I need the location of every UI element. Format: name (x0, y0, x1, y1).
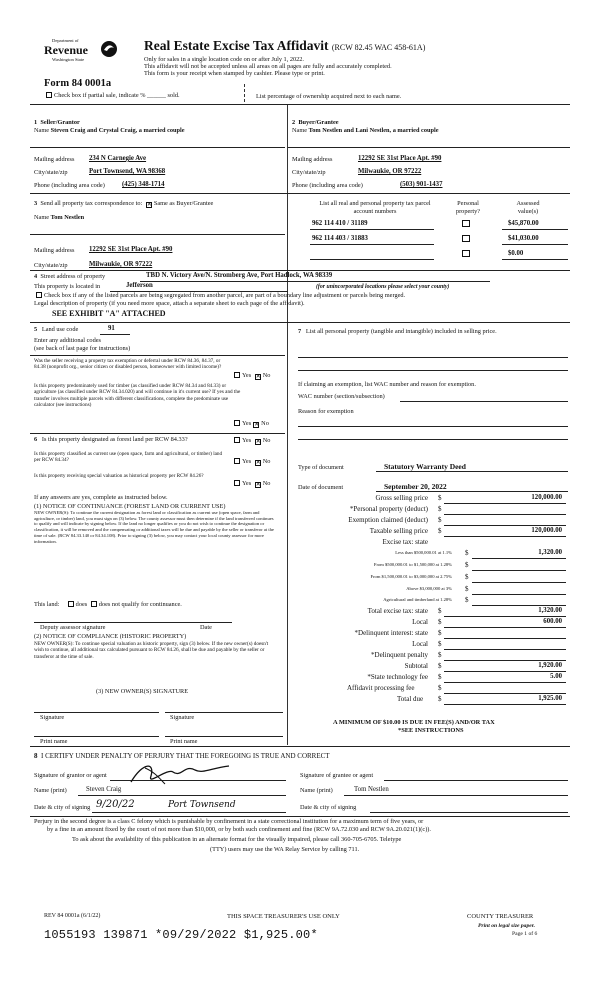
forest-yes-checkbox[interactable] (234, 437, 240, 443)
land-use-value[interactable]: 91 (108, 325, 115, 332)
calc-delinq-int-state-label: *Delinquent interest: state (354, 629, 428, 637)
tax-corr-city-value[interactable]: Milwaukie, OR 97222 (89, 261, 153, 268)
street-address-label: 4 Street address of property (34, 273, 106, 280)
historic-no-checkbox[interactable]: ✕ (255, 482, 261, 488)
dor-swirl-icon (100, 40, 118, 58)
form-number: Form 84 0001a (44, 78, 112, 89)
calc-affidavit-fee-label: Affidavit processing fee (347, 684, 415, 692)
buyer-city: City/state/zip (292, 169, 326, 176)
located-in-label: This property is located in (34, 283, 101, 290)
certify-statement: 8 I CERTIFY UNDER PENALTY OF PERJURY THAT THE FOREGOING IS TRUE AND CORRECT (34, 752, 330, 760)
tier-3-currency: $ (465, 573, 469, 581)
seller-heading: 1 Seller/Grantor (34, 119, 80, 126)
calc-delinq-int-state-currency: $ (438, 629, 442, 637)
grantee-name-value[interactable]: Tom Nestlen (354, 786, 389, 793)
tax-corr-city: City/state/zip (34, 262, 68, 269)
page-number: Page 1 of 6 (512, 931, 538, 937)
treasurer-use-only: THIS SPACE TREASURER'S USE ONLY (227, 913, 340, 920)
minimum-fee-note: A MINIMUM OF $10.00 IS DUE IN FEE(S) AND/OR TAX (333, 719, 495, 726)
land-use-label: 5 Land use code (34, 326, 79, 333)
calc-tech-fee-value[interactable]: 5.00 (550, 673, 562, 680)
owner-signature-2: Signature (170, 714, 195, 721)
list-percentage: List percentage of ownership acquired next to each name. (256, 93, 402, 100)
personal-property-label: 7 List all personal property (tangible and intangible) included in selling price. (298, 328, 497, 335)
deputy-date: Date (200, 624, 212, 631)
grantor-signature-label: Signature of grantor or agent (34, 772, 107, 779)
personal-property-checkbox-3[interactable] (462, 250, 470, 257)
tax-corr-mail-value[interactable]: 12292 SE 31st Place Apt. #90 (89, 246, 173, 253)
signed-date[interactable]: 9/20/22 (96, 799, 135, 810)
timber-yes-no: Yes ✕ No (232, 420, 269, 428)
calc-taxable-currency: $ (438, 527, 442, 535)
calc-local-label: Local (412, 618, 428, 626)
tier-4-currency: $ (465, 585, 469, 593)
doc-type-label: Type of document (298, 464, 344, 471)
owner-print-name-1: Print name (40, 738, 68, 745)
seller-mail: Mailing address (34, 156, 75, 163)
same-as-buyer-checkbox[interactable]: ✕ (146, 202, 152, 208)
wac-number-label: WAC number (section/subsection) (298, 393, 385, 400)
perjury-line-1: Perjury in the second degree is a class C felony which is punishable by confinement in a state correctional institution for a maximum term of five years, or (34, 818, 424, 825)
state-text: Washington State (52, 57, 85, 62)
notice-compliance-title: (2) NOTICE OF COMPLIANCE (HISTORIC PROPERTY) (34, 633, 187, 640)
personal-property-checkbox-2[interactable] (462, 235, 470, 242)
notice-continuance-body: NEW OWNER(S): To continue the current designation as forest land or classification as current use (open space, farm and agriculture, or timber) land, you must sign on (3) below. The county assessor must then determine if the land transferred continues to qualify and will indicate by signing below. If the land no longer qualifies or you do not wish to continue the designation or classification, it will be removed and the compensating or additional taxes will be due and payable by the seller or transferor at the time of sale. (RCW 84.33.140 or 84.34.108). Prior to signing (3) below, you may contact your local county assessor for more information. (34, 510, 274, 544)
answers-note: If any answers are yes, complete as instructed below. (34, 494, 168, 501)
seller-name: Name Steven Craig and Crystal Craig, a married couple (34, 127, 185, 134)
exemption-question: Was the seller receiving a property tax exemption or deferral under RCW 84.36, 84.37, or 84.38 (nonprofit org., senior citizen or disabled person, homeowner with limited income)? (34, 358, 222, 371)
legal-paper-note: Print on legal size paper. (478, 923, 536, 929)
county-note: (for unincorporated locations please select your county) (316, 284, 450, 290)
calc-exemption-currency: $ (438, 516, 442, 524)
tax-corr-mail: Mailing address (34, 247, 75, 254)
perjury-line-4: (TTY) users may use the WA Relay Service by calling 711. (210, 846, 360, 853)
county-treasurer: COUNTY TREASURER (467, 913, 534, 920)
this-land: This land: does does not qualify for continuance. (34, 601, 182, 608)
revenue-text: Revenue (44, 43, 88, 57)
calc-delinq-pen-label: *Delinquent penalty (371, 651, 428, 659)
instruction-line-1: Only for sales in a single location code on or after July 1, 2022. (144, 56, 305, 63)
calc-total-due-value[interactable]: 1,925.00 (538, 695, 562, 702)
buyer-phone: Phone (including area code) (292, 182, 363, 189)
deputy-signature: Deputy assessor signature (40, 624, 106, 631)
buyer-heading: 2 Buyer/Grantee (292, 119, 339, 126)
tier-5-label: Agricultural and timberland at 1.28% (383, 597, 452, 602)
buyer-name: Name Tom Nestlen and Lani Nestlen, a married couple (292, 127, 439, 134)
forest-yes-no: Yes ✕ No (232, 437, 270, 445)
tax-corr-label: 3 Send all property tax correspondence to: ✕ Same as Buyer/Grantee (34, 200, 214, 208)
calc-subtotal-value[interactable]: 1,920.00 (538, 662, 562, 669)
seller-phone-value[interactable]: (425) 348-1714 (122, 181, 165, 188)
exemption-claim-label: If claiming an exemption, list WAC number and reason for exemption. (298, 381, 476, 388)
calc-subtotal-currency: $ (438, 662, 442, 670)
doc-date-value[interactable]: September 20, 2022 (384, 482, 447, 491)
doc-date-label: Date of document (298, 484, 344, 491)
seller-mail-value[interactable]: 234 N Carnegie Ave (89, 155, 147, 162)
current-use-question: Is this property classified as current use (open space, farm and agricultural, or timber) land per RCW 84.34? (34, 451, 223, 464)
parcel-number-1[interactable]: 962 114 410 / 31189 (312, 220, 368, 227)
calc-total-due-currency: $ (438, 695, 442, 703)
tax-corr-name: Name Tom Nestlen (34, 214, 85, 221)
calc-tech-fee-currency: $ (438, 673, 442, 681)
calc-tech-fee-label: *State technology fee (367, 673, 428, 681)
assessed-value-3[interactable]: $0.00 (508, 250, 524, 257)
calc-excise-state-label: Excise tax: state (382, 538, 428, 546)
tier-1-value[interactable]: 1,320.00 (538, 549, 562, 556)
notice-compliance-body: NEW OWNER(S): To continue special valuation as historic property, sign (3) below. If the new owner(s) doesn't wish to continue, all additional tax calculated pursuant to RCW 84.26, shall be due and payable by the seller or transferor at the time of sale. (34, 641, 269, 660)
current-use-yes-no: Yes ✕ No (232, 458, 270, 466)
see-instructions-note: *SEE INSTRUCTIONS (398, 727, 464, 734)
partial-sale-checkbox[interactable] (46, 92, 52, 98)
dept-of-text: Department of (52, 38, 79, 43)
calc-taxable-label: Taxable selling price (369, 527, 428, 535)
exemption-yes-checkbox[interactable] (234, 372, 240, 378)
grantee-date-city-label: Date & city of signing (300, 804, 357, 811)
treasurer-stamp: 1055193 139871 *09/29/2022 $1,925.00* (44, 928, 318, 942)
seller-city-value[interactable]: Port Townsend, WA 98368 (89, 168, 166, 175)
instruction-line-3: This form is your receipt when stamped by cashier. Please type or print. (144, 70, 325, 77)
exemption-yes-no: Yes ✕ No (232, 372, 270, 380)
grantee-signature-label: Signature of grantee or agent (300, 772, 374, 779)
calc-delinq-int-local-label: Local (412, 640, 428, 648)
see-back: (see back of last page for instructions) (34, 345, 131, 352)
perjury-line-2: by a fine in an amount fixed by the court of not more than $10,000, or by both such confinement and fine (RCW 9A.72.030 and RCW 9A.20.021(1)(c)). (47, 826, 431, 833)
partial-sale: Check box if partial sale, indicate % ______ sold. (44, 92, 180, 100)
calc-total-excise-label: Total excise tax: state (367, 607, 428, 615)
calc-personal-currency: $ (438, 505, 442, 513)
buyer-mail-value[interactable]: 12292 SE 31st Place Apt. #90 (358, 155, 442, 162)
rev-number: REV 84 0001a (6/1/22) (44, 913, 101, 919)
historic-question: Is this property receiving special valuation as historical property per RCW 84.26? (34, 473, 204, 479)
does-not-checkbox[interactable] (91, 601, 97, 607)
seller-phone: Phone (including area code) (34, 182, 105, 189)
tier-5-currency: $ (465, 596, 469, 604)
calc-personal-label: *Personal property (deduct) (349, 505, 428, 513)
current-use-no-checkbox[interactable]: ✕ (255, 460, 261, 466)
calc-delinq-pen-currency: $ (438, 651, 442, 659)
calc-gross-value[interactable]: 120,000.00 (531, 494, 562, 501)
dor-logo (44, 38, 120, 72)
instruction-line-2: This affidavit will not be accepted unless all areas on all pages are fully and accurately completed. (144, 63, 392, 70)
grantor-date-city-label: Date & city of signing (34, 804, 91, 811)
calc-delinq-int-local-currency: $ (438, 640, 442, 648)
tier-2-label: From $500,000.01 to $1,500,000 at 1.28% (373, 562, 452, 567)
calc-local-value[interactable]: 600.00 (543, 618, 562, 625)
segregated-check: Check box if any of the listed parcels are being segregated from another parcel, are part of a boundary line adjustment or parcels being merged. (34, 292, 405, 300)
owner-signature-1: Signature (40, 714, 65, 721)
assessed-value-2[interactable]: $41,030.00 (508, 235, 539, 242)
county-value[interactable]: Jefferson (126, 282, 153, 289)
form-title: Real Estate Excise Tax Affidavit (RCW 82.45 WAC 458-61A) (144, 38, 426, 53)
historic-yes-no: Yes ✕ No (232, 480, 270, 488)
buyer-city-value[interactable]: Milwaukie, OR 97222 (358, 168, 422, 175)
historic-yes-checkbox[interactable] (234, 480, 240, 486)
perjury-line-3: To ask about the availability of this publication in an alternate format for the visually impaired, please call 360-705-6705. Teletype (72, 836, 402, 843)
calc-gross-currency: $ (438, 494, 442, 502)
tier-1-currency: $ (465, 549, 469, 557)
calc-affidavit-fee-currency: $ (438, 684, 442, 692)
signed-city[interactable]: Port Townsend (168, 800, 236, 810)
calc-exemption-label: Exemption claimed (deduct) (348, 516, 428, 524)
legal-description: Legal description of property (if you need more space, attach a separate sheet to each page of the affidavit). (34, 300, 305, 307)
personal-property-checkbox-1[interactable] (462, 220, 470, 227)
calc-gross-label: Gross selling price (375, 494, 428, 502)
parcel-number-2[interactable]: 962 114 403 / 31883 (312, 235, 368, 242)
timber-question: Is this property predominately used for timber (as classified under RCW 84.34 and 84.33) or agriculture (as classified under RCW 84.34.020) and will continue in it's current use? If yes and the transfer involves multiple parcels with different classifications, complete the predominate use calculator (see instructions) (34, 383, 241, 409)
street-address-value[interactable]: TBD N. Victory Ave/N. Stromberg Ave, Port Hadlock, WA 98339 (146, 272, 333, 279)
grantee-name-label: Name (print) (300, 787, 333, 794)
tier-2-currency: $ (465, 561, 469, 569)
tier-3-label: From $1,500,000.01 to $3,000,000 at 2.75% (370, 574, 452, 579)
grantor-name-label: Name (print) (34, 787, 67, 794)
seller-city: City/state/zip (34, 169, 68, 176)
owner-print-name-2: Print name (170, 738, 198, 745)
buyer-phone-value[interactable]: (503) 901-1437 (400, 181, 443, 188)
current-use-yes-checkbox[interactable] (234, 458, 240, 464)
timber-yes-checkbox[interactable] (234, 420, 240, 426)
doc-type-value[interactable]: Statutory Warranty Deed (384, 462, 466, 471)
notice-continuance-title: (1) NOTICE OF CONTINUANCE (FOREST LAND OR CURRENT USE) (34, 503, 226, 510)
buyer-mail: Mailing address (292, 156, 333, 163)
grantor-name-value[interactable]: Steven Craig (86, 786, 122, 793)
timber-no-checkbox[interactable]: ✕ (254, 422, 260, 428)
calc-total-due-label: Total due (397, 695, 424, 703)
does-checkbox[interactable] (68, 601, 74, 607)
forest-no-checkbox[interactable]: ✕ (255, 439, 261, 445)
personal-property-header: Personal property? (455, 200, 481, 215)
assessed-value-1[interactable]: $45,870.00 (508, 220, 539, 227)
exhibit-text[interactable]: SEE EXHIBIT "A" ATTACHED (52, 309, 166, 318)
calc-total-excise-value[interactable]: 1,320.00 (538, 607, 562, 614)
grantor-signature (125, 758, 235, 788)
additional-codes: Enter any additional codes (34, 337, 101, 344)
segregated-checkbox[interactable] (36, 292, 42, 298)
tier-1-label: Less than $500,000.01 at 1.1% (395, 550, 452, 555)
tax-calculation (290, 490, 570, 690)
tier-4-label: Above $3,000,000 at 3% (406, 586, 452, 591)
new-owner-signature-heading: (3) NEW OWNER(S) SIGNATURE (96, 688, 189, 695)
assessed-value-header: Assessed value(s) (516, 200, 540, 215)
parcel-header: List all real and personal property tax parcel account numbers (319, 200, 431, 215)
reason-label: Reason for exemption (298, 408, 354, 415)
calc-taxable-value[interactable]: 120,000.00 (531, 527, 562, 534)
exemption-no-checkbox[interactable]: ✕ (255, 374, 261, 380)
forest-land-question: 6 Is this property designated as forest land per RCW 84.33? (34, 436, 188, 443)
calc-local-currency: $ (438, 618, 442, 626)
calc-subtotal-label: Subtotal (404, 662, 428, 670)
calc-total-excise-currency: $ (438, 607, 442, 615)
